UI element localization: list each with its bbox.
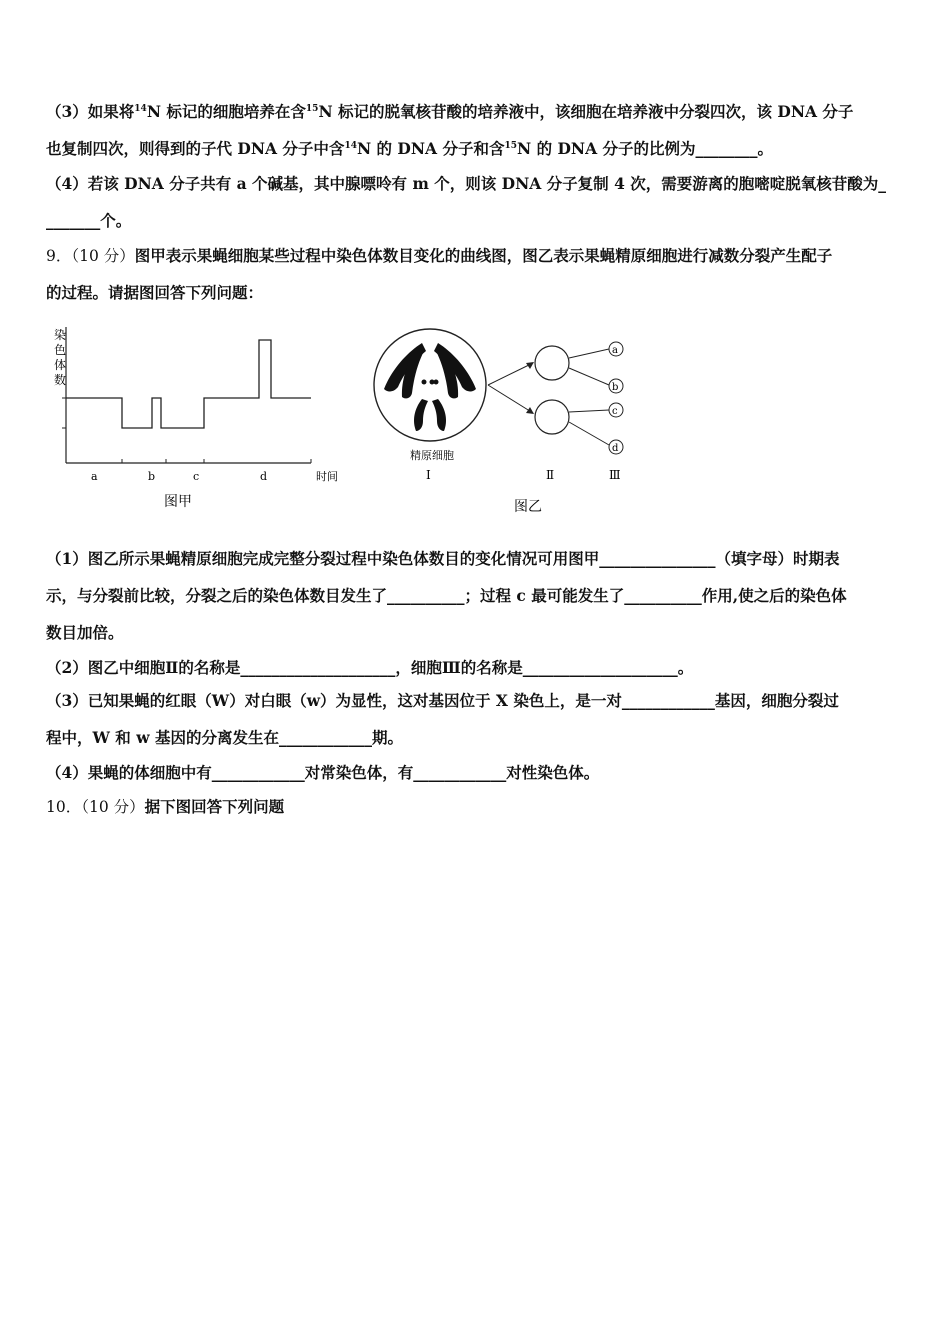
- q8-part4-line2: _______个。: [46, 211, 132, 230]
- q9-number: 9．（10 分）: [46, 247, 135, 265]
- yi-dot-chromosome: [422, 380, 427, 385]
- jia-caption: 图甲: [164, 494, 192, 510]
- q9-part1-line2: 示，与分裂前比较，分裂之后的染色体数目发生了__________；过程 c 最可能发生了__________作用,使之后的染色体: [46, 586, 847, 605]
- jia-period-b: b: [148, 470, 156, 483]
- jia-chromosome-curve: [66, 340, 311, 428]
- yi-arrowhead: [526, 407, 534, 414]
- q9-part4: （4）果蝇的体细胞中有____________对常染色体，有____________对性染色体。: [46, 763, 600, 782]
- q8-part3-line2: 也复制四次，则得到的子代 DNA 分子中含$^{14}$N 的 DNA 分子和含$^{15}$N 的 DNA 分子的比例为________。: [46, 139, 773, 158]
- jia-period-d: d: [260, 470, 268, 483]
- q8-part4-line1: （4）若该 DNA 分子共有 a 个碱基，其中腺嘌呤有 m 个，则该 DNA 分子复制 4 次，需要游离的胞嘧啶脱氧核苷酸为_: [46, 174, 887, 193]
- jia-ylabel-1: 染: [54, 328, 67, 342]
- q9-part3-line1: （3）已知果蝇的红眼（W）对白眼（w）为显性，这对基因位于 X 染色上，是一对____________基因，细胞分裂过: [46, 691, 839, 710]
- jia-ylabel-3: 体: [54, 358, 67, 372]
- figure-jia: [54, 327, 338, 510]
- yi-arrow: [569, 422, 609, 445]
- yi-stage-III: Ⅲ: [609, 468, 621, 482]
- yi-cell-II-upper: [535, 346, 569, 380]
- yi-stage-II: Ⅱ: [546, 468, 555, 482]
- q9-intro-line2: 的过程。请据图回答下列问题：: [46, 283, 264, 302]
- yi-arrow: [488, 385, 533, 413]
- yi-arrow: [569, 349, 609, 358]
- yi-gamete-label-b: b: [612, 382, 619, 393]
- yi-arrow: [569, 410, 609, 412]
- yi-arrow: [569, 368, 609, 385]
- q9-part1-line1: （1）图乙所示果蝇精原细胞完成完整分裂过程中染色体数目的变化情况可用图甲_______________（填字母）时期表: [46, 549, 840, 568]
- q9-figure: [46, 313, 636, 523]
- yi-cell-label: 精原细胞: [410, 449, 454, 462]
- q9-part3-line2: 程中，W 和 w 基因的分离发生在____________期。: [46, 728, 403, 747]
- jia-ylabel-4: 数: [54, 373, 67, 387]
- q9-figure-svg: [46, 313, 636, 523]
- yi-stage-I: Ⅰ: [426, 468, 431, 482]
- figure-yi: [374, 329, 623, 515]
- yi-dot-chromosome: [434, 380, 439, 385]
- yi-arrow: [488, 363, 533, 385]
- yi-gamete-label-c: c: [612, 406, 618, 417]
- yi-caption: 图乙: [514, 499, 542, 515]
- q10-line: 10．（10 分）据下图回答下列问题: [46, 797, 285, 816]
- jia-period-a: a: [91, 470, 98, 483]
- q8-part3-line1: （3）如果将$^{14}$N 标记的细胞培养在含$^{15}$N 标记的脱氧核苷酸的培养液中，该细胞在培养液中分裂四次，该 DNA 分子: [46, 102, 854, 121]
- jia-xlabel: 时间: [316, 470, 338, 483]
- yi-gamete-label-d: d: [612, 443, 619, 454]
- jia-ylabel-2: 色: [54, 343, 67, 357]
- yi-gamete-label-a: a: [612, 345, 618, 356]
- q9-part1-line3: 数目加倍。: [46, 623, 124, 642]
- jia-period-c: c: [193, 470, 200, 483]
- q10-number: 10．（10 分）: [46, 798, 145, 816]
- q9-intro-line1: 9．（10 分）图甲表示果蝇细胞某些过程中染色体数目变化的曲线图，图乙表示果蝇精原细胞进行减数分裂产生配子: [46, 246, 833, 265]
- q9-part2: （2）图乙中细胞Ⅱ的名称是____________________，细胞Ⅲ的名称是____________________。: [46, 658, 694, 677]
- yi-cell-II-lower: [535, 400, 569, 434]
